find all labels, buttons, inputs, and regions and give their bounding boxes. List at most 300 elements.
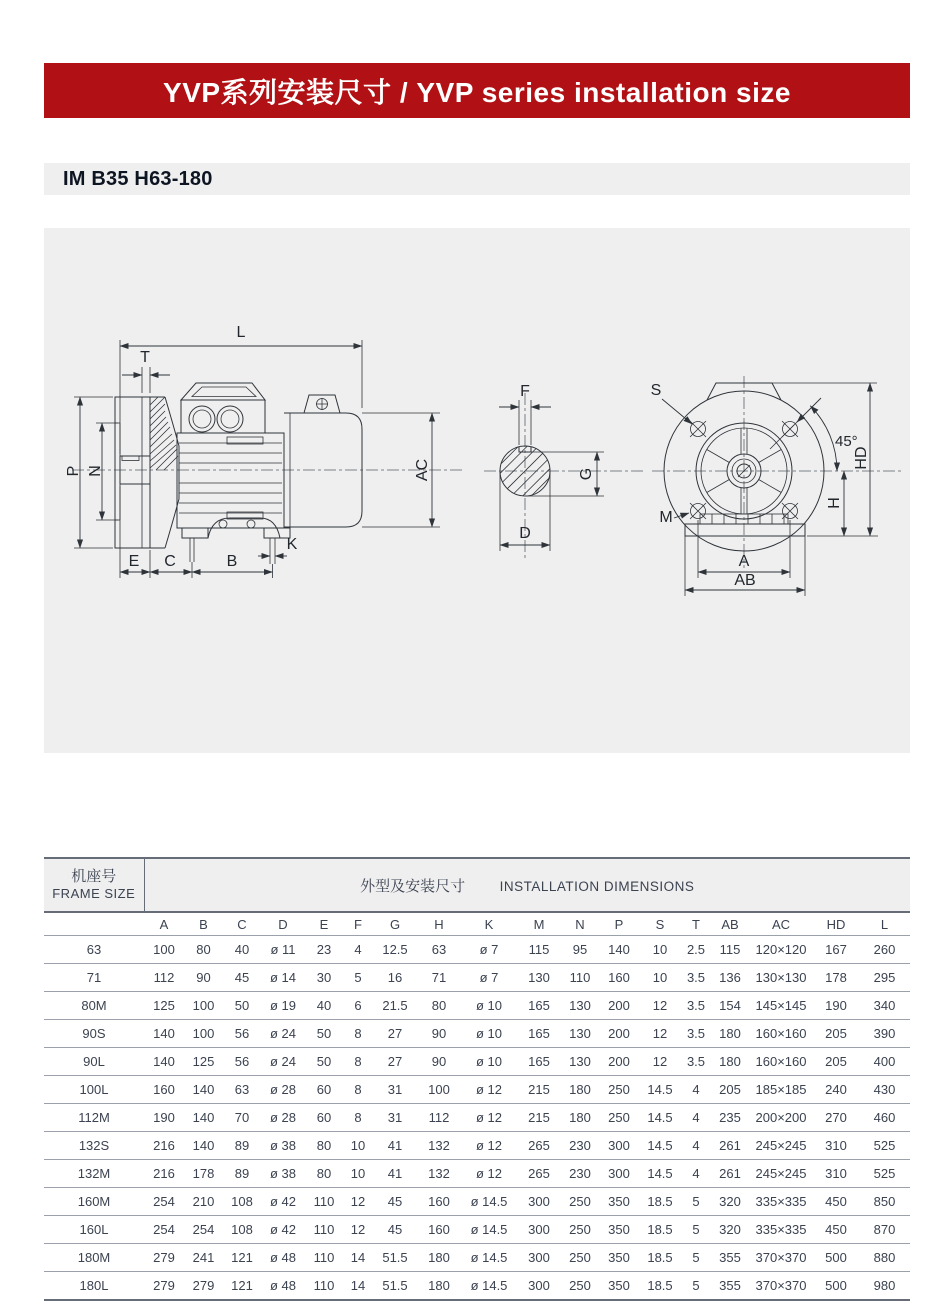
dim-cell-AC: 245×245 <box>749 1132 813 1160</box>
dim-cell-HD: 270 <box>813 1104 859 1132</box>
dim-cell-B: 140 <box>184 1076 223 1104</box>
dim-cell-T: 5 <box>681 1188 711 1216</box>
table-header-row <box>44 858 910 912</box>
dim-cell-G: 51.5 <box>373 1272 417 1301</box>
dim-cell-D: ø 38 <box>261 1160 305 1188</box>
dim-cell-G: 21.5 <box>373 992 417 1020</box>
dim-cell-AB: 320 <box>711 1188 749 1216</box>
dim-cell-K: ø 14.5 <box>461 1216 517 1244</box>
dim-cell-AB: 320 <box>711 1216 749 1244</box>
dim-cell-B: 125 <box>184 1048 223 1076</box>
dim-cell-A: 140 <box>144 1020 184 1048</box>
dim-cell-F: 8 <box>343 1104 373 1132</box>
frame-size-header-en: FRAME SIZE <box>52 886 136 901</box>
dim-cell-D: ø 38 <box>261 1132 305 1160</box>
dim-cell-T: 4 <box>681 1132 711 1160</box>
dim-label-K: K <box>286 536 298 553</box>
dim-label-AC: AC <box>414 458 431 482</box>
dim-cell-A: 190 <box>144 1104 184 1132</box>
dim-cell-HD: 190 <box>813 992 859 1020</box>
dim-label-S: S <box>650 382 662 399</box>
installation-dimensions-header-en: INSTALLATION DIMENSIONS <box>499 878 695 894</box>
installation-dimensions-header-cn: 外型及安装尺寸 <box>360 877 466 895</box>
dim-cell-D: ø 24 <box>261 1020 305 1048</box>
dim-label-C: C <box>164 553 176 570</box>
dim-cell-G: 41 <box>373 1160 417 1188</box>
dim-cell-S: 18.5 <box>639 1188 681 1216</box>
dim-cell-D: ø 28 <box>261 1076 305 1104</box>
table-row <box>44 936 910 964</box>
dim-cell-K: ø 14.5 <box>461 1244 517 1272</box>
dim-cell-M: 165 <box>517 1048 561 1076</box>
col-header-F: F <box>343 912 373 936</box>
col-header-N: N <box>561 912 599 936</box>
dim-cell-C: 45 <box>223 964 261 992</box>
dim-cell-E: 23 <box>305 936 343 964</box>
dim-cell-F: 10 <box>343 1160 373 1188</box>
dim-cell-B: 80 <box>184 936 223 964</box>
dim-cell-L: 295 <box>859 964 910 992</box>
dim-cell-D: ø 28 <box>261 1104 305 1132</box>
dim-cell-C: 121 <box>223 1244 261 1272</box>
dim-cell-HD: 500 <box>813 1272 859 1301</box>
dim-cell-S: 10 <box>639 936 681 964</box>
dim-cell-D: ø 48 <box>261 1244 305 1272</box>
dim-cell-T: 2.5 <box>681 936 711 964</box>
dim-cell-AC: 130×130 <box>749 964 813 992</box>
dim-cell-N: 250 <box>561 1244 599 1272</box>
dim-cell-L: 460 <box>859 1104 910 1132</box>
dim-cell-C: 108 <box>223 1216 261 1244</box>
dim-cell-M: 215 <box>517 1076 561 1104</box>
col-header-M: M <box>517 912 561 936</box>
dim-cell-T: 5 <box>681 1244 711 1272</box>
table-row <box>44 1020 910 1048</box>
dim-cell-H: 180 <box>417 1272 461 1301</box>
table-row <box>44 1132 910 1160</box>
dim-cell-AB: 261 <box>711 1160 749 1188</box>
dim-cell-G: 31 <box>373 1076 417 1104</box>
dim-cell-AC: 160×160 <box>749 1048 813 1076</box>
dim-cell-C: 56 <box>223 1020 261 1048</box>
dim-cell-E: 110 <box>305 1216 343 1244</box>
dim-cell-E: 110 <box>305 1188 343 1216</box>
dim-cell-T: 3.5 <box>681 1048 711 1076</box>
page-title: YVP系列安装尺寸 / YVP series installation size <box>163 76 791 108</box>
dim-cell-P: 300 <box>599 1132 639 1160</box>
dim-cell-E: 110 <box>305 1244 343 1272</box>
dim-cell-E: 50 <box>305 1020 343 1048</box>
col-header-AC: AC <box>749 912 813 936</box>
dim-cell-H: 100 <box>417 1076 461 1104</box>
dim-cell-HD: 178 <box>813 964 859 992</box>
dim-cell-HD: 310 <box>813 1132 859 1160</box>
dim-cell-P: 350 <box>599 1244 639 1272</box>
dim-cell-K: ø 12 <box>461 1160 517 1188</box>
dim-label-E: E <box>128 553 140 570</box>
dim-cell-N: 230 <box>561 1132 599 1160</box>
dim-cell-B: 241 <box>184 1244 223 1272</box>
dim-cell-AC: 370×370 <box>749 1272 813 1301</box>
dim-cell-N: 250 <box>561 1216 599 1244</box>
shaft-section-view <box>484 383 644 558</box>
dim-cell-C: 121 <box>223 1272 261 1301</box>
frame-size-cell: 90S <box>44 1020 144 1048</box>
front-view <box>651 376 904 596</box>
dim-cell-M: 130 <box>517 964 561 992</box>
dim-cell-H: 160 <box>417 1216 461 1244</box>
table-row <box>44 1216 910 1244</box>
col-header-A: A <box>144 912 184 936</box>
dim-cell-B: 210 <box>184 1188 223 1216</box>
dim-cell-D: ø 24 <box>261 1048 305 1076</box>
dim-cell-HD: 450 <box>813 1216 859 1244</box>
dim-cell-S: 18.5 <box>639 1216 681 1244</box>
table-row <box>44 1244 910 1272</box>
dim-cell-N: 130 <box>561 1048 599 1076</box>
column-letters-row <box>44 912 910 936</box>
dim-cell-H: 90 <box>417 1048 461 1076</box>
dim-cell-A: 216 <box>144 1160 184 1188</box>
col-header-G: G <box>373 912 417 936</box>
dim-cell-C: 40 <box>223 936 261 964</box>
dim-cell-A: 112 <box>144 964 184 992</box>
dim-cell-S: 12 <box>639 1020 681 1048</box>
dim-cell-L: 400 <box>859 1048 910 1076</box>
dim-cell-AC: 200×200 <box>749 1104 813 1132</box>
dim-cell-T: 5 <box>681 1272 711 1301</box>
dim-cell-T: 3.5 <box>681 992 711 1020</box>
dim-cell-D: ø 42 <box>261 1188 305 1216</box>
table-row <box>44 992 910 1020</box>
dim-cell-S: 14.5 <box>639 1132 681 1160</box>
dim-cell-AC: 370×370 <box>749 1244 813 1272</box>
dim-cell-AC: 335×335 <box>749 1188 813 1216</box>
dim-cell-B: 90 <box>184 964 223 992</box>
dim-cell-L: 390 <box>859 1020 910 1048</box>
dim-label-H: H <box>826 497 843 509</box>
table-row <box>44 1076 910 1104</box>
dim-cell-HD: 205 <box>813 1020 859 1048</box>
dim-cell-T: 5 <box>681 1216 711 1244</box>
dim-cell-G: 12.5 <box>373 936 417 964</box>
dim-cell-M: 300 <box>517 1216 561 1244</box>
dim-cell-C: 89 <box>223 1160 261 1188</box>
dim-label-HD: HD <box>853 446 870 470</box>
dim-cell-HD: 205 <box>813 1048 859 1076</box>
col-header-S: S <box>639 912 681 936</box>
table-row <box>44 1048 910 1076</box>
dim-cell-F: 14 <box>343 1244 373 1272</box>
dim-cell-E: 80 <box>305 1160 343 1188</box>
dim-cell-N: 110 <box>561 964 599 992</box>
dim-cell-P: 200 <box>599 992 639 1020</box>
dim-cell-K: ø 12 <box>461 1132 517 1160</box>
dim-cell-AC: 160×160 <box>749 1020 813 1048</box>
dim-cell-G: 51.5 <box>373 1244 417 1272</box>
dim-cell-E: 50 <box>305 1048 343 1076</box>
dim-cell-D: ø 42 <box>261 1216 305 1244</box>
dim-cell-H: 180 <box>417 1244 461 1272</box>
dim-cell-D: ø 48 <box>261 1272 305 1301</box>
dim-cell-A: 216 <box>144 1132 184 1160</box>
dim-cell-T: 3.5 <box>681 1020 711 1048</box>
dim-cell-S: 12 <box>639 1048 681 1076</box>
dim-cell-M: 215 <box>517 1104 561 1132</box>
dim-cell-C: 89 <box>223 1132 261 1160</box>
dim-cell-P: 160 <box>599 964 639 992</box>
dim-cell-M: 300 <box>517 1188 561 1216</box>
dim-cell-K: ø 14.5 <box>461 1188 517 1216</box>
dim-cell-P: 350 <box>599 1272 639 1301</box>
dim-cell-F: 6 <box>343 992 373 1020</box>
dim-cell-A: 160 <box>144 1076 184 1104</box>
dim-cell-M: 165 <box>517 992 561 1020</box>
dim-cell-N: 180 <box>561 1104 599 1132</box>
table-row <box>44 964 910 992</box>
dim-cell-K: ø 7 <box>461 964 517 992</box>
frame-size-cell: 160L <box>44 1216 144 1244</box>
dim-cell-H: 132 <box>417 1160 461 1188</box>
dim-cell-T: 4 <box>681 1076 711 1104</box>
dim-cell-H: 112 <box>417 1104 461 1132</box>
table-row <box>44 1272 910 1301</box>
dim-cell-K: ø 7 <box>461 936 517 964</box>
dim-cell-C: 63 <box>223 1076 261 1104</box>
frame-size-header <box>44 858 144 912</box>
dim-cell-G: 45 <box>373 1216 417 1244</box>
dim-cell-S: 18.5 <box>639 1244 681 1272</box>
col-header-K: K <box>461 912 517 936</box>
dim-cell-L: 980 <box>859 1272 910 1301</box>
dim-cell-H: 132 <box>417 1132 461 1160</box>
dim-cell-E: 40 <box>305 992 343 1020</box>
dim-cell-AB: 180 <box>711 1020 749 1048</box>
dim-cell-B: 279 <box>184 1272 223 1301</box>
dim-cell-L: 525 <box>859 1160 910 1188</box>
dim-cell-P: 140 <box>599 936 639 964</box>
dim-cell-D: ø 11 <box>261 936 305 964</box>
dim-cell-E: 80 <box>305 1132 343 1160</box>
dim-cell-H: 80 <box>417 992 461 1020</box>
dim-cell-H: 63 <box>417 936 461 964</box>
dim-cell-L: 525 <box>859 1132 910 1160</box>
dim-cell-S: 14.5 <box>639 1104 681 1132</box>
dim-cell-E: 60 <box>305 1104 343 1132</box>
dim-cell-G: 45 <box>373 1188 417 1216</box>
dim-cell-M: 300 <box>517 1272 561 1301</box>
dim-cell-H: 90 <box>417 1020 461 1048</box>
dim-label-B: B <box>226 553 238 570</box>
subtitle-bar <box>44 163 910 195</box>
dim-cell-AB: 235 <box>711 1104 749 1132</box>
table-row <box>44 1104 910 1132</box>
dim-cell-S: 14.5 <box>639 1160 681 1188</box>
dim-cell-A: 100 <box>144 936 184 964</box>
dim-cell-AC: 185×185 <box>749 1076 813 1104</box>
col-header-E: E <box>305 912 343 936</box>
dim-cell-L: 880 <box>859 1244 910 1272</box>
dim-cell-HD: 167 <box>813 936 859 964</box>
dim-cell-B: 100 <box>184 992 223 1020</box>
dim-cell-H: 160 <box>417 1188 461 1216</box>
dim-cell-P: 350 <box>599 1188 639 1216</box>
dim-cell-A: 254 <box>144 1216 184 1244</box>
dim-cell-G: 27 <box>373 1048 417 1076</box>
dim-cell-M: 300 <box>517 1244 561 1272</box>
dim-cell-M: 265 <box>517 1132 561 1160</box>
frame-size-cell: 112M <box>44 1104 144 1132</box>
dim-cell-F: 14 <box>343 1272 373 1301</box>
dim-cell-AB: 355 <box>711 1272 749 1301</box>
dim-cell-K: ø 12 <box>461 1076 517 1104</box>
installation-dimensions-header <box>144 858 910 912</box>
dim-label-L: L <box>236 324 246 341</box>
dim-cell-K: ø 14.5 <box>461 1272 517 1301</box>
dim-cell-P: 300 <box>599 1160 639 1188</box>
dim-cell-F: 12 <box>343 1216 373 1244</box>
frame-size-header-cn: 机座号 <box>71 868 117 885</box>
dim-cell-AC: 335×335 <box>749 1216 813 1244</box>
dim-cell-N: 180 <box>561 1076 599 1104</box>
dim-label-D: D <box>519 525 531 542</box>
frame-size-cell: 132S <box>44 1132 144 1160</box>
dim-label-T: T <box>140 349 150 366</box>
dim-cell-B: 100 <box>184 1020 223 1048</box>
dim-cell-P: 250 <box>599 1076 639 1104</box>
dim-cell-A: 125 <box>144 992 184 1020</box>
dim-cell-A: 254 <box>144 1188 184 1216</box>
dim-cell-S: 18.5 <box>639 1272 681 1301</box>
dim-cell-S: 12 <box>639 992 681 1020</box>
mounting-code: IM B35 H63-180 <box>63 167 213 190</box>
title-bar <box>44 63 910 118</box>
dim-cell-K: ø 10 <box>461 1048 517 1076</box>
dim-cell-F: 8 <box>343 1020 373 1048</box>
dim-cell-L: 340 <box>859 992 910 1020</box>
dim-cell-P: 200 <box>599 1048 639 1076</box>
col-header-P: P <box>599 912 639 936</box>
dim-cell-HD: 450 <box>813 1188 859 1216</box>
dim-cell-M: 115 <box>517 936 561 964</box>
dim-cell-AB: 115 <box>711 936 749 964</box>
dim-label-N: N <box>87 465 104 477</box>
table-row <box>44 1188 910 1216</box>
col-header-HD: HD <box>813 912 859 936</box>
dim-cell-AB: 261 <box>711 1132 749 1160</box>
dim-cell-HD: 310 <box>813 1160 859 1188</box>
frame-size-cell: 132M <box>44 1160 144 1188</box>
dim-cell-E: 110 <box>305 1272 343 1301</box>
dim-cell-G: 16 <box>373 964 417 992</box>
dim-cell-AB: 180 <box>711 1048 749 1076</box>
side-view <box>65 324 462 578</box>
dim-cell-L: 430 <box>859 1076 910 1104</box>
dim-cell-C: 108 <box>223 1188 261 1216</box>
dim-cell-T: 4 <box>681 1104 711 1132</box>
dim-cell-AC: 145×145 <box>749 992 813 1020</box>
dim-cell-L: 870 <box>859 1216 910 1244</box>
frame-size-cell: 160M <box>44 1188 144 1216</box>
dim-cell-AB: 154 <box>711 992 749 1020</box>
dim-cell-C: 70 <box>223 1104 261 1132</box>
dim-cell-D: ø 19 <box>261 992 305 1020</box>
dim-cell-L: 260 <box>859 936 910 964</box>
installation-drawing-svg <box>44 228 910 753</box>
dim-label-P: P <box>65 465 82 477</box>
dim-cell-AB: 355 <box>711 1244 749 1272</box>
dim-cell-K: ø 10 <box>461 1020 517 1048</box>
dim-label-45deg: 45° <box>835 433 858 450</box>
technical-drawing <box>44 228 910 753</box>
dim-cell-N: 230 <box>561 1160 599 1188</box>
dim-cell-AB: 136 <box>711 964 749 992</box>
dim-cell-G: 41 <box>373 1132 417 1160</box>
dim-cell-S: 10 <box>639 964 681 992</box>
dim-cell-P: 200 <box>599 1020 639 1048</box>
dim-cell-M: 265 <box>517 1160 561 1188</box>
dim-cell-H: 71 <box>417 964 461 992</box>
dim-label-AB: AB <box>734 572 756 589</box>
dim-cell-N: 250 <box>561 1272 599 1301</box>
col-header-D: D <box>261 912 305 936</box>
col-header-T: T <box>681 912 711 936</box>
frame-size-letter-spacer <box>44 912 144 936</box>
dim-cell-F: 12 <box>343 1188 373 1216</box>
dim-cell-M: 165 <box>517 1020 561 1048</box>
col-header-B: B <box>184 912 223 936</box>
dim-cell-N: 130 <box>561 1020 599 1048</box>
col-header-AB: AB <box>711 912 749 936</box>
dim-cell-AC: 245×245 <box>749 1160 813 1188</box>
dim-cell-S: 14.5 <box>639 1076 681 1104</box>
dim-cell-C: 56 <box>223 1048 261 1076</box>
dim-cell-G: 31 <box>373 1104 417 1132</box>
dim-cell-F: 5 <box>343 964 373 992</box>
dim-cell-B: 178 <box>184 1160 223 1188</box>
col-header-L: L <box>859 912 910 936</box>
col-header-H: H <box>417 912 461 936</box>
dim-cell-B: 140 <box>184 1104 223 1132</box>
dim-cell-E: 60 <box>305 1076 343 1104</box>
dim-cell-K: ø 10 <box>461 992 517 1020</box>
dim-cell-C: 50 <box>223 992 261 1020</box>
dim-cell-G: 27 <box>373 1020 417 1048</box>
frame-size-cell: 63 <box>44 936 144 964</box>
frame-size-cell: 180M <box>44 1244 144 1272</box>
dim-cell-A: 140 <box>144 1048 184 1076</box>
frame-size-cell: 180L <box>44 1272 144 1301</box>
frame-size-cell: 100L <box>44 1076 144 1104</box>
dim-cell-B: 140 <box>184 1132 223 1160</box>
dim-cell-N: 130 <box>561 992 599 1020</box>
dim-cell-F: 8 <box>343 1048 373 1076</box>
dim-cell-N: 95 <box>561 936 599 964</box>
frame-size-cell: 80M <box>44 992 144 1020</box>
dim-cell-F: 10 <box>343 1132 373 1160</box>
dimensions-table <box>44 857 910 1301</box>
dim-label-M: M <box>659 509 673 526</box>
dim-cell-HD: 500 <box>813 1244 859 1272</box>
dim-cell-AC: 120×120 <box>749 936 813 964</box>
dim-label-A: A <box>738 553 750 570</box>
dim-cell-HD: 240 <box>813 1076 859 1104</box>
dim-cell-D: ø 14 <box>261 964 305 992</box>
dim-cell-A: 279 <box>144 1272 184 1301</box>
dim-cell-N: 250 <box>561 1188 599 1216</box>
dim-cell-L: 850 <box>859 1188 910 1216</box>
frame-size-cell: 90L <box>44 1048 144 1076</box>
